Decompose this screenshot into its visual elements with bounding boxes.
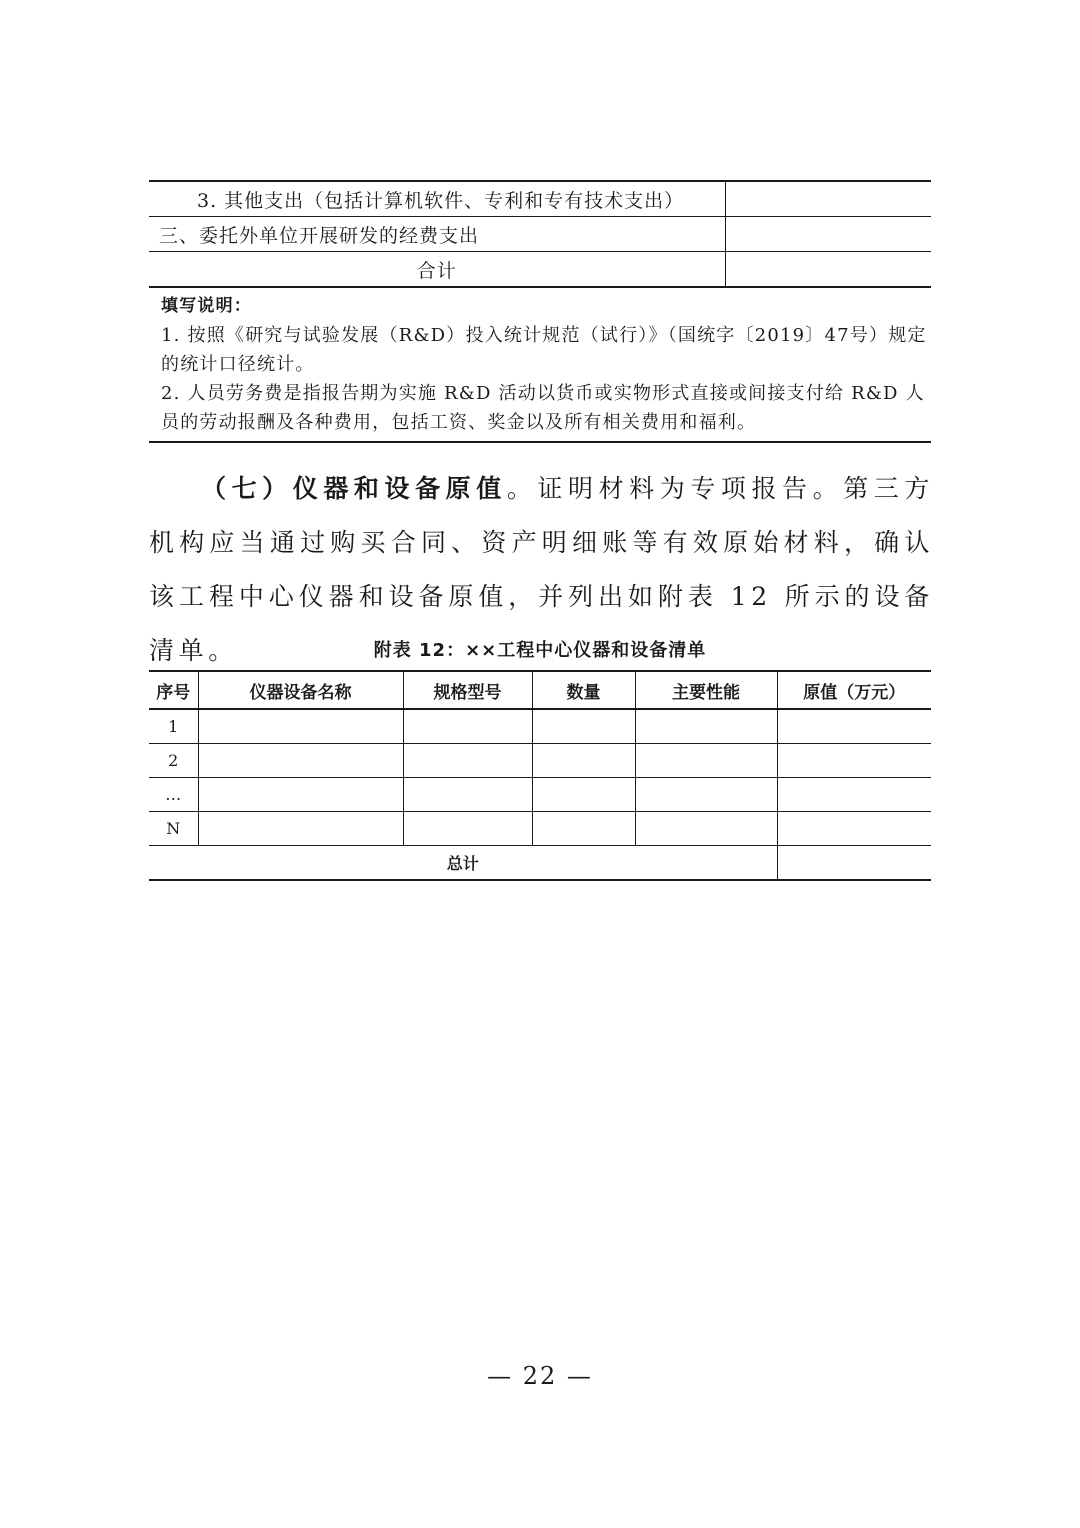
table-cell [532, 744, 635, 778]
total-label: 总计 [149, 846, 777, 881]
row-index: … [149, 778, 198, 812]
table-row [149, 181, 931, 217]
table-header-row [149, 671, 931, 709]
note-item: 1. 按照《研究与试验发展（R&D）投入统计规范（试行）》（国统字〔2019〕47号）规定的统计口径统计。 [161, 325, 927, 375]
table-row [149, 217, 931, 252]
expense-total-value [725, 252, 931, 288]
table-cell [777, 778, 931, 812]
total-value [777, 846, 931, 881]
column-header: 仪器设备名称 [198, 671, 403, 709]
table-cell [403, 744, 532, 778]
table-cell [198, 744, 403, 778]
table-cell [198, 778, 403, 812]
table-cell [777, 812, 931, 846]
table-cell [777, 709, 931, 744]
column-header: 数量 [532, 671, 635, 709]
table-cell [532, 812, 635, 846]
table-cell [403, 778, 532, 812]
table-caption: 附表 12：××工程中心仪器和设备清单 [373, 640, 707, 661]
expense-label: 三、委托外单位开展研发的经费支出 [149, 217, 725, 252]
notes-title: 填写说明： [161, 296, 252, 316]
column-header: 规格型号 [403, 671, 532, 709]
table-cell [403, 709, 532, 744]
row-index: N [149, 812, 198, 846]
table-row [149, 709, 931, 744]
row-index: 2 [149, 744, 198, 778]
expense-value [725, 217, 931, 252]
equipment-table [149, 670, 931, 881]
row-index: 1 [149, 709, 198, 744]
expense-table [149, 180, 931, 288]
expense-value [725, 181, 931, 217]
table-total-row [149, 846, 931, 881]
table-cell [198, 709, 403, 744]
note-item: 2. 人员劳务费是指报告期为实施 R&D 活动以货币或实物形式直接或间接支付给 R&D 人员的劳动报酬及各种费用，包括工资、奖金以及所有相关费用和福利。 [161, 383, 925, 433]
table-cell [532, 778, 635, 812]
table-cell [198, 812, 403, 846]
table-row [149, 744, 931, 778]
table-row [149, 778, 931, 812]
table-cell [403, 812, 532, 846]
table-row [149, 252, 931, 288]
table-cell [635, 709, 777, 744]
section-body: 。证明材料为专项报告。第三方机构应当通过购买合同、资产明细账等有效原始材料，确认该工程中心仪器和设备原值，并列出如附表 12 所示的设备清单。 [149, 474, 934, 665]
column-header: 原值（万元） [777, 671, 931, 709]
column-header: 主要性能 [635, 671, 777, 709]
table-cell [532, 709, 635, 744]
expense-total-label: 合计 [149, 252, 725, 288]
page-number: — 22 — [487, 1362, 593, 1390]
table-cell [777, 744, 931, 778]
table-cell [635, 744, 777, 778]
expense-label: 3. 其他支出（包括计算机软件、专利和专有技术支出） [149, 181, 725, 217]
fill-instructions [149, 292, 931, 443]
table-cell [635, 812, 777, 846]
table-cell [635, 778, 777, 812]
table-row [149, 812, 931, 846]
column-header: 序号 [149, 671, 198, 709]
section-heading: （七）仪器和设备原值 [201, 474, 507, 503]
